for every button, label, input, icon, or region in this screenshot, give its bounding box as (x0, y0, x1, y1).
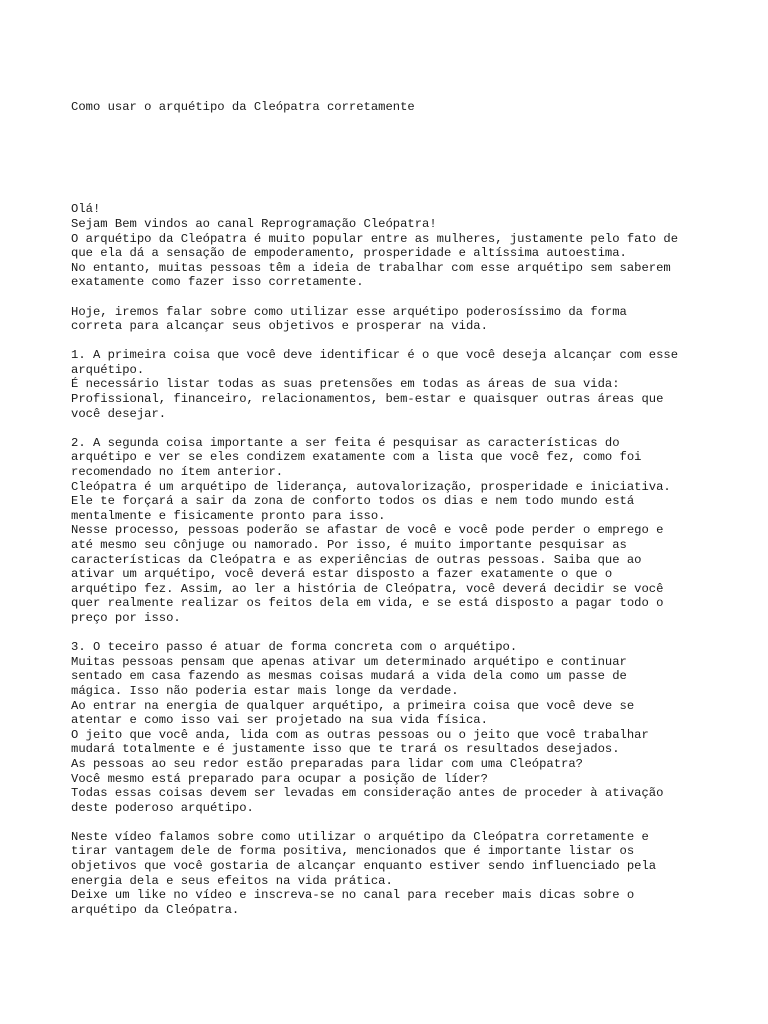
text-line: tirar vantagem dele de forma positiva, mencionados que é importante listar os (71, 844, 635, 859)
text-line: energia dela e seus efeitos na vida prática. (71, 873, 393, 888)
paragraph-spacing (71, 290, 711, 305)
text-line: 1. A primeira coisa que você deve identificar é o que você deseja alcançar com esse (71, 348, 679, 363)
text-line: deste poderoso arquétipo. (71, 800, 254, 815)
text-line: mudará totalmente e é justamente isso que te trará os resultados desejados. (71, 742, 620, 757)
text-line: até mesmo seu cônjuge ou namorado. Por isso, é muito importante pesquisar as (71, 538, 627, 552)
text-line: quer realmente realizar os feitos dela em vida, e se está disposto a pagar todo o (71, 596, 664, 611)
text-line: que ela dá a sensação de empoderamento, prosperidade e altíssima autoestima. (71, 246, 627, 261)
text-line: 2. A segunda coisa importante a ser feita é pesquisar as características do (71, 435, 620, 450)
text-line: arquétipo fez. Assim, ao ler a história de Cleópatra, você deverá decidir se você (71, 581, 664, 596)
text-line: você desejar. (71, 406, 167, 421)
text-line: O jeito que você anda, lida com as outras pessoas ou o jeito que você trabalhar (71, 727, 649, 742)
text-line: mágica. Isso não poderia estar mais longe da verdade. (71, 683, 459, 698)
text-line: Sejam Bem vindos ao canal Reprogramação Cleópatra! (71, 216, 437, 231)
text-line: arquétipo da Cleópatra. (71, 902, 240, 917)
paragraph (71, 640, 711, 815)
text-line: Olá! (71, 202, 101, 217)
text-line: Ele te forçará a sair da zona de conforto todos os dias e nem todo mundo está (71, 494, 635, 509)
text-line: exatamente como fazer isso corretamente. (71, 275, 364, 290)
paragraph (71, 830, 711, 918)
document-body (71, 202, 711, 917)
text-line: O arquétipo da Cleópatra é muito popular entre as mulheres, justamente pelo fato de (71, 231, 679, 246)
text-line: Nesse processo, pessoas poderão se afastar de você e você pode perder o emprego e (71, 523, 664, 538)
paragraph (71, 202, 711, 290)
text-line: Hoje, iremos falar sobre como utilizar esse arquétipo poderosíssimo da forma (71, 304, 627, 319)
text-line: recomendado no ítem anterior. (71, 465, 284, 480)
document-page (71, 71, 711, 932)
text-line: atentar e como isso vai ser projetado na sua vida física. (71, 713, 488, 728)
text-line: arquétipo. (71, 362, 145, 377)
text-line: É necessário listar todas as suas pretensões em todas as áreas de sua vida: (71, 377, 620, 392)
text-line: 3. O teceiro passo é atuar de forma concreta com o arquétipo. (71, 640, 518, 655)
text-line: sentado em casa fazendo as mesmas coisas mudará a vida dela como um passe de (71, 669, 627, 684)
text-line: Neste vídeo falamos sobre como utilizar o arquétipo da Cleópatra corretamente e (71, 829, 649, 844)
text-line: No entanto, muitas pessoas têm a ideia de trabalhar com esse arquétipo sem saberem (71, 260, 671, 275)
paragraph (71, 436, 711, 626)
text-line: mentalmente e fisicamente pronto para isso. (71, 508, 386, 523)
text-line: Ao entrar na energia de qualquer arquétipo, a primeira coisa que você deve se (71, 698, 635, 713)
text-line: Deixe um like no vídeo e inscreva-se no canal para receber mais dicas sobre o (71, 888, 635, 903)
paragraph (71, 348, 711, 421)
paragraph-spacing (71, 334, 711, 349)
text-line: arquétipo e ver se eles condizem exatamente com a lista que você fez, como foi (71, 450, 642, 465)
paragraph-spacing (71, 815, 711, 830)
text-line: Todas essas coisas devem ser levadas em consideração antes de proceder à ativação (71, 786, 664, 801)
text-line: Cleópatra é um arquétipo de liderança, autovalorização, prosperidade e iniciativa. (71, 479, 671, 494)
text-line: características da Cleópatra e as experiências de outras pessoas. Saiba que ao (71, 552, 642, 567)
text-line: objetivos que você gostaria de alcançar enquanto estiver sendo influenciado pela (71, 859, 657, 874)
text-line: Muitas pessoas pensam que apenas ativar um determinado arquétipo e continuar (71, 654, 627, 669)
text-line: ativar um arquétipo, você deverá estar disposto a fazer exatamente o que o (71, 567, 613, 582)
text-line: preço por isso. (71, 610, 181, 625)
text-line: As pessoas ao seu redor estão preparadas para lidar com uma Cleópatra? (71, 756, 583, 771)
paragraph-spacing (71, 421, 711, 436)
text-line: correta para alcançar seus objetivos e prosperar na vida. (71, 319, 488, 334)
paragraph-spacing (71, 626, 711, 641)
text-line: Profissional, financeiro, relacionamentos, bem-estar e quaisquer outras áreas que (71, 392, 664, 407)
paragraph (71, 305, 711, 334)
document-title: Como usar o arquétipo da Cleópatra corretamente (71, 100, 415, 115)
text-line: Você mesmo está preparado para ocupar a posição de líder? (71, 771, 488, 786)
title-spacing (71, 144, 711, 173)
